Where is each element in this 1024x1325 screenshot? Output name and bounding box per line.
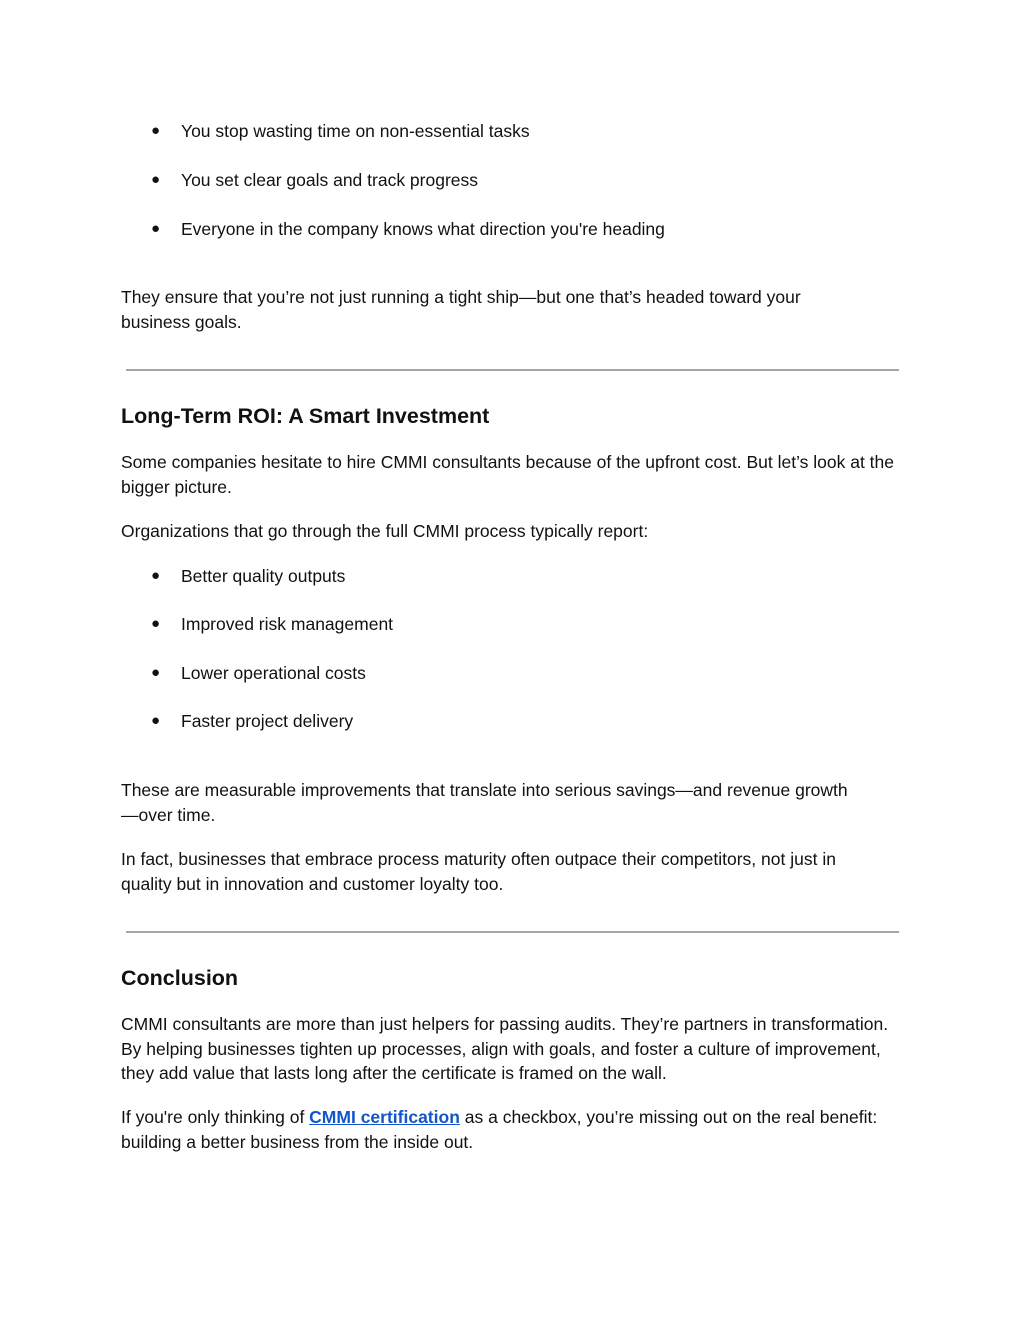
- list-item: [121, 612, 971, 636]
- conclusion-paragraph-1: CMMI consultants are more than just helpers for passing audits. They’re partners in transformation. By helping businesses tighten up processes, align with goals, and foster a culture of improvement, they add value that lasts long after the certificate is framed on the wall.: [121, 1014, 889, 1083]
- cmmi-certification-link[interactable]: CMMI certification: [309, 1107, 460, 1127]
- list-item-text: You set clear goals and track progress: [181, 170, 479, 190]
- section-divider: [126, 369, 899, 371]
- bullet-icon: ●: [151, 567, 161, 584]
- list-item-text: Better quality outputs: [181, 566, 346, 586]
- conclusion-paragraph-2: [121, 1105, 881, 1154]
- intro-paragraph: They ensure that you’re not just running a tight ship—but one that’s headed toward your business goals.: [121, 287, 801, 332]
- bullet-icon: ●: [151, 171, 161, 188]
- roi-paragraph-2: Organizations that go through the full CMMI process typically report:: [121, 521, 649, 541]
- bullet-icon: ●: [151, 712, 161, 729]
- roi-paragraph-4: In fact, businesses that embrace process maturity often outpace their competitors, not just in quality but in innovation and customer loyalty too.: [121, 849, 836, 894]
- list-item-text: Faster project delivery: [181, 711, 354, 731]
- roi-heading: Long-Term ROI: A Smart Investment: [121, 404, 490, 428]
- roi-paragraph-1: Some companies hesitate to hire CMMI consultants because of the upfront cost. But let’s look at the bigger picture.: [121, 452, 895, 497]
- list-item: [121, 168, 971, 192]
- conclusion-text-before-link: If you're only thinking of: [121, 1107, 310, 1127]
- list-item: [121, 564, 971, 588]
- list-item-text: Improved risk management: [181, 614, 394, 634]
- bullet-icon: ●: [151, 664, 161, 681]
- conclusion-heading: Conclusion: [121, 966, 239, 990]
- roi-paragraph-3: These are measurable improvements that translate into serious savings—and revenue growth—over time.: [121, 780, 848, 825]
- bullet-icon: ●: [151, 220, 161, 237]
- list-item: [121, 217, 971, 241]
- conclusion-text-after-link: as a checkbox, you’re missing out on the real benefit: building a better business from the inside out.: [121, 1107, 878, 1152]
- list-item: [121, 119, 971, 143]
- bullet-icon: ●: [151, 122, 161, 139]
- list-item: [121, 661, 971, 685]
- bullet-icon: ●: [151, 615, 161, 632]
- section-divider: [126, 931, 899, 933]
- list-item-text: Everyone in the company knows what direction you're heading: [181, 219, 665, 239]
- list-item-text: You stop wasting time on non-essential tasks: [181, 121, 530, 141]
- list-item: [121, 709, 971, 733]
- list-item-text: Lower operational costs: [181, 663, 366, 683]
